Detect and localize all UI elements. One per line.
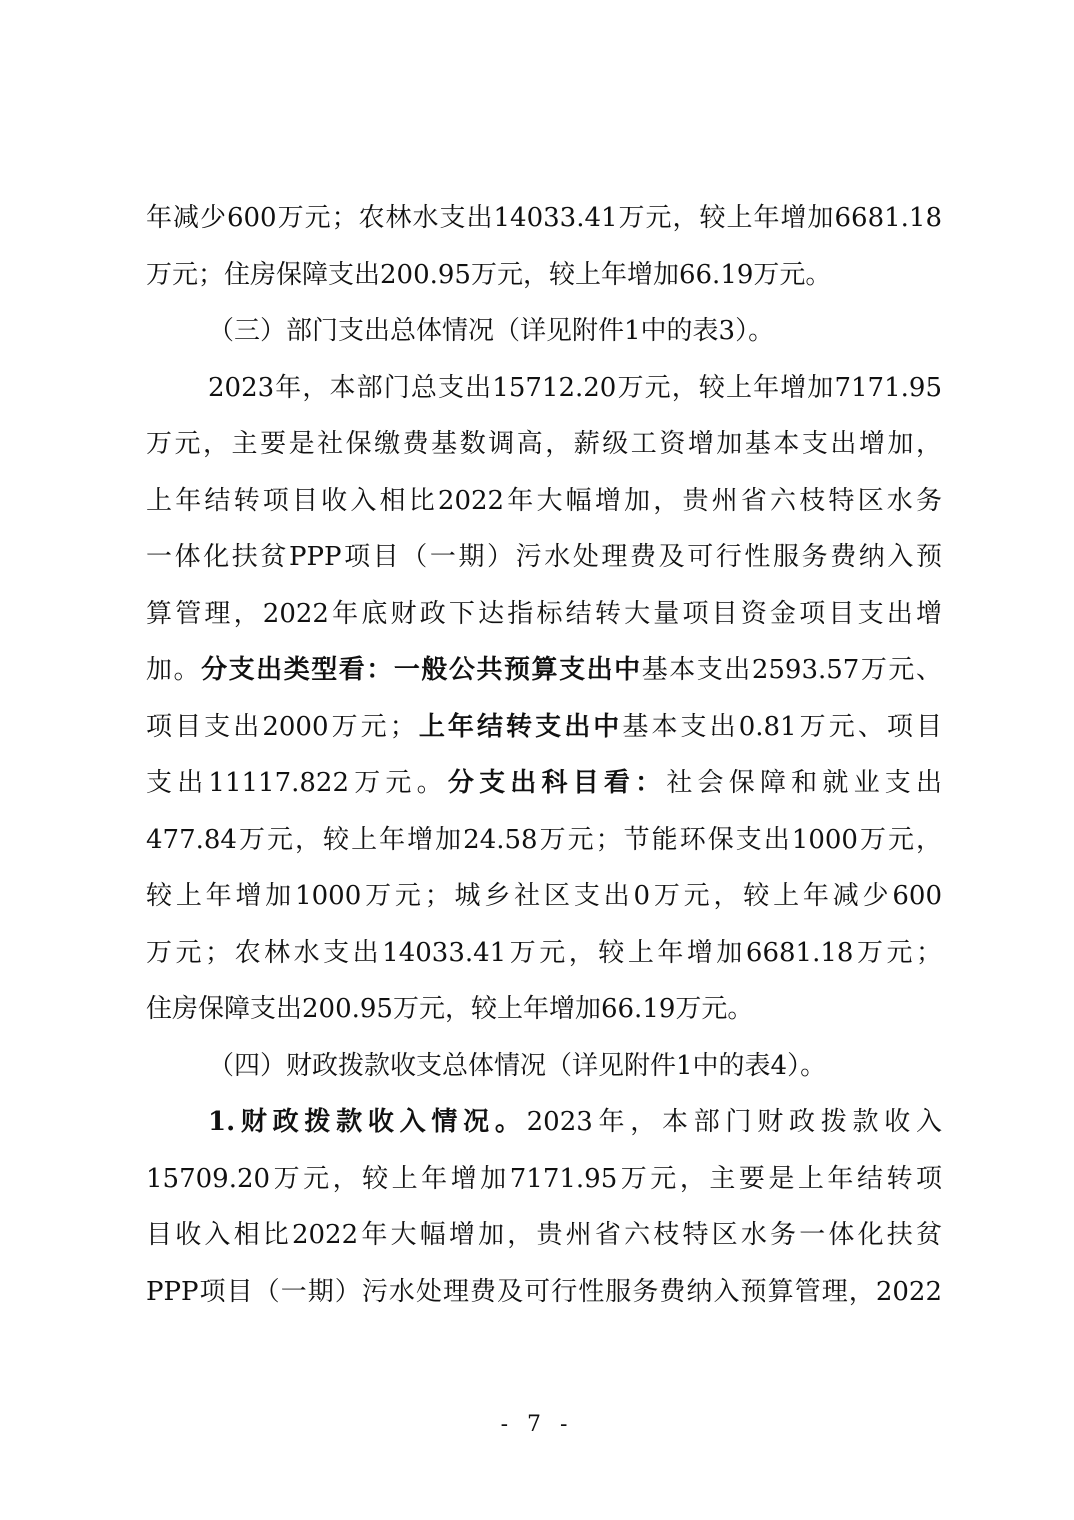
text-segment: 2023年，本部门财政拨款收入 <box>526 1107 942 1137</box>
bold-text-segment: 分支出科目看： <box>447 768 667 798</box>
text-segment: 社会保障和就业支出 <box>666 768 942 798</box>
paragraph-line <box>146 586 942 643</box>
paragraph-line <box>146 247 942 304</box>
paragraph-line <box>146 360 942 417</box>
paragraph-line <box>146 1207 942 1264</box>
paragraph-line <box>146 1151 942 1208</box>
text-segment: 基本支出0.81万元、项目 <box>622 711 942 742</box>
page-number: - 7 - <box>500 1412 574 1437</box>
section-heading <box>146 1038 942 1095</box>
paragraph-line <box>146 868 942 925</box>
text-segment: 万元，主要是社保缴费基数调高，薪级工资增加基本支出增加， <box>146 429 942 459</box>
text-segment: 项目支出2000万元； <box>146 711 416 742</box>
text-segment: 一体化扶贫PPP项目（一期）污水处理费及可行性服务费纳入预 <box>146 542 942 572</box>
paragraph-line <box>146 1264 942 1321</box>
bold-text-segment: 上年结转支出中 <box>415 711 623 742</box>
bold-text-segment: 1.财政拨款收入情况。 <box>208 1107 527 1137</box>
text-segment: 加。 <box>146 655 202 685</box>
paragraph-line <box>146 699 942 756</box>
text-segment: （四）财政拨款收支总体情况（详见附件1中的表4）。 <box>208 1050 827 1081</box>
text-segment: 支出11117.822万元。 <box>146 768 448 798</box>
text-segment: 2023年，本部门总支出15712.20万元，较上年增加7171.95 <box>208 372 942 403</box>
text-segment: 算管理，2022年底财政下达指标结转大量项目资金项目支出增 <box>146 598 942 629</box>
text-segment: 基本支出2593.57万元、 <box>641 655 942 685</box>
text-segment: 年减少600万元；农林水支出14033.41万元，较上年增加6681.18 <box>146 203 942 233</box>
text-segment: 477.84万元，较上年增加24.58万元；节能环保支出1000万元， <box>146 824 942 855</box>
text-segment: 目收入相比2022年大幅增加，贵州省六枝特区水务一体化扶贫 <box>146 1220 942 1250</box>
text-segment: 万元；住房保障支出200.95万元，较上年增加66.19万元。 <box>146 259 832 290</box>
section-heading <box>146 303 942 360</box>
text-segment: PPP项目（一期）污水处理费及可行性服务费纳入预算管理，2022 <box>146 1276 942 1307</box>
paragraph-line <box>146 1094 942 1151</box>
text-segment: 万元；农林水支出14033.41万元，较上年增加6681.18万元； <box>146 937 942 968</box>
paragraph-line <box>146 642 942 699</box>
paragraph-line <box>146 981 942 1038</box>
paragraph-line <box>146 190 942 247</box>
text-segment: 住房保障支出200.95万元，较上年增加66.19万元。 <box>146 994 754 1024</box>
paragraph-line <box>146 925 942 982</box>
body-text <box>146 190 942 1320</box>
text-segment: （三）部门支出总体情况（详见附件1中的表3）。 <box>208 316 775 346</box>
text-segment: 较上年增加1000万元；城乡社区支出0万元，较上年减少600 <box>146 881 942 911</box>
paragraph-line <box>146 416 942 473</box>
text-segment: 15709.20万元，较上年增加7171.95万元，主要是上年结转项 <box>146 1163 942 1194</box>
bold-text-segment: 分支出类型看：一般公共预算支出中 <box>201 655 642 685</box>
paragraph-line <box>146 473 942 530</box>
text-segment: 上年结转项目收入相比2022年大幅增加，贵州省六枝特区水务 <box>146 485 942 516</box>
paragraph-line <box>146 529 942 586</box>
paragraph-line <box>146 812 942 869</box>
paragraph-line <box>146 755 942 812</box>
